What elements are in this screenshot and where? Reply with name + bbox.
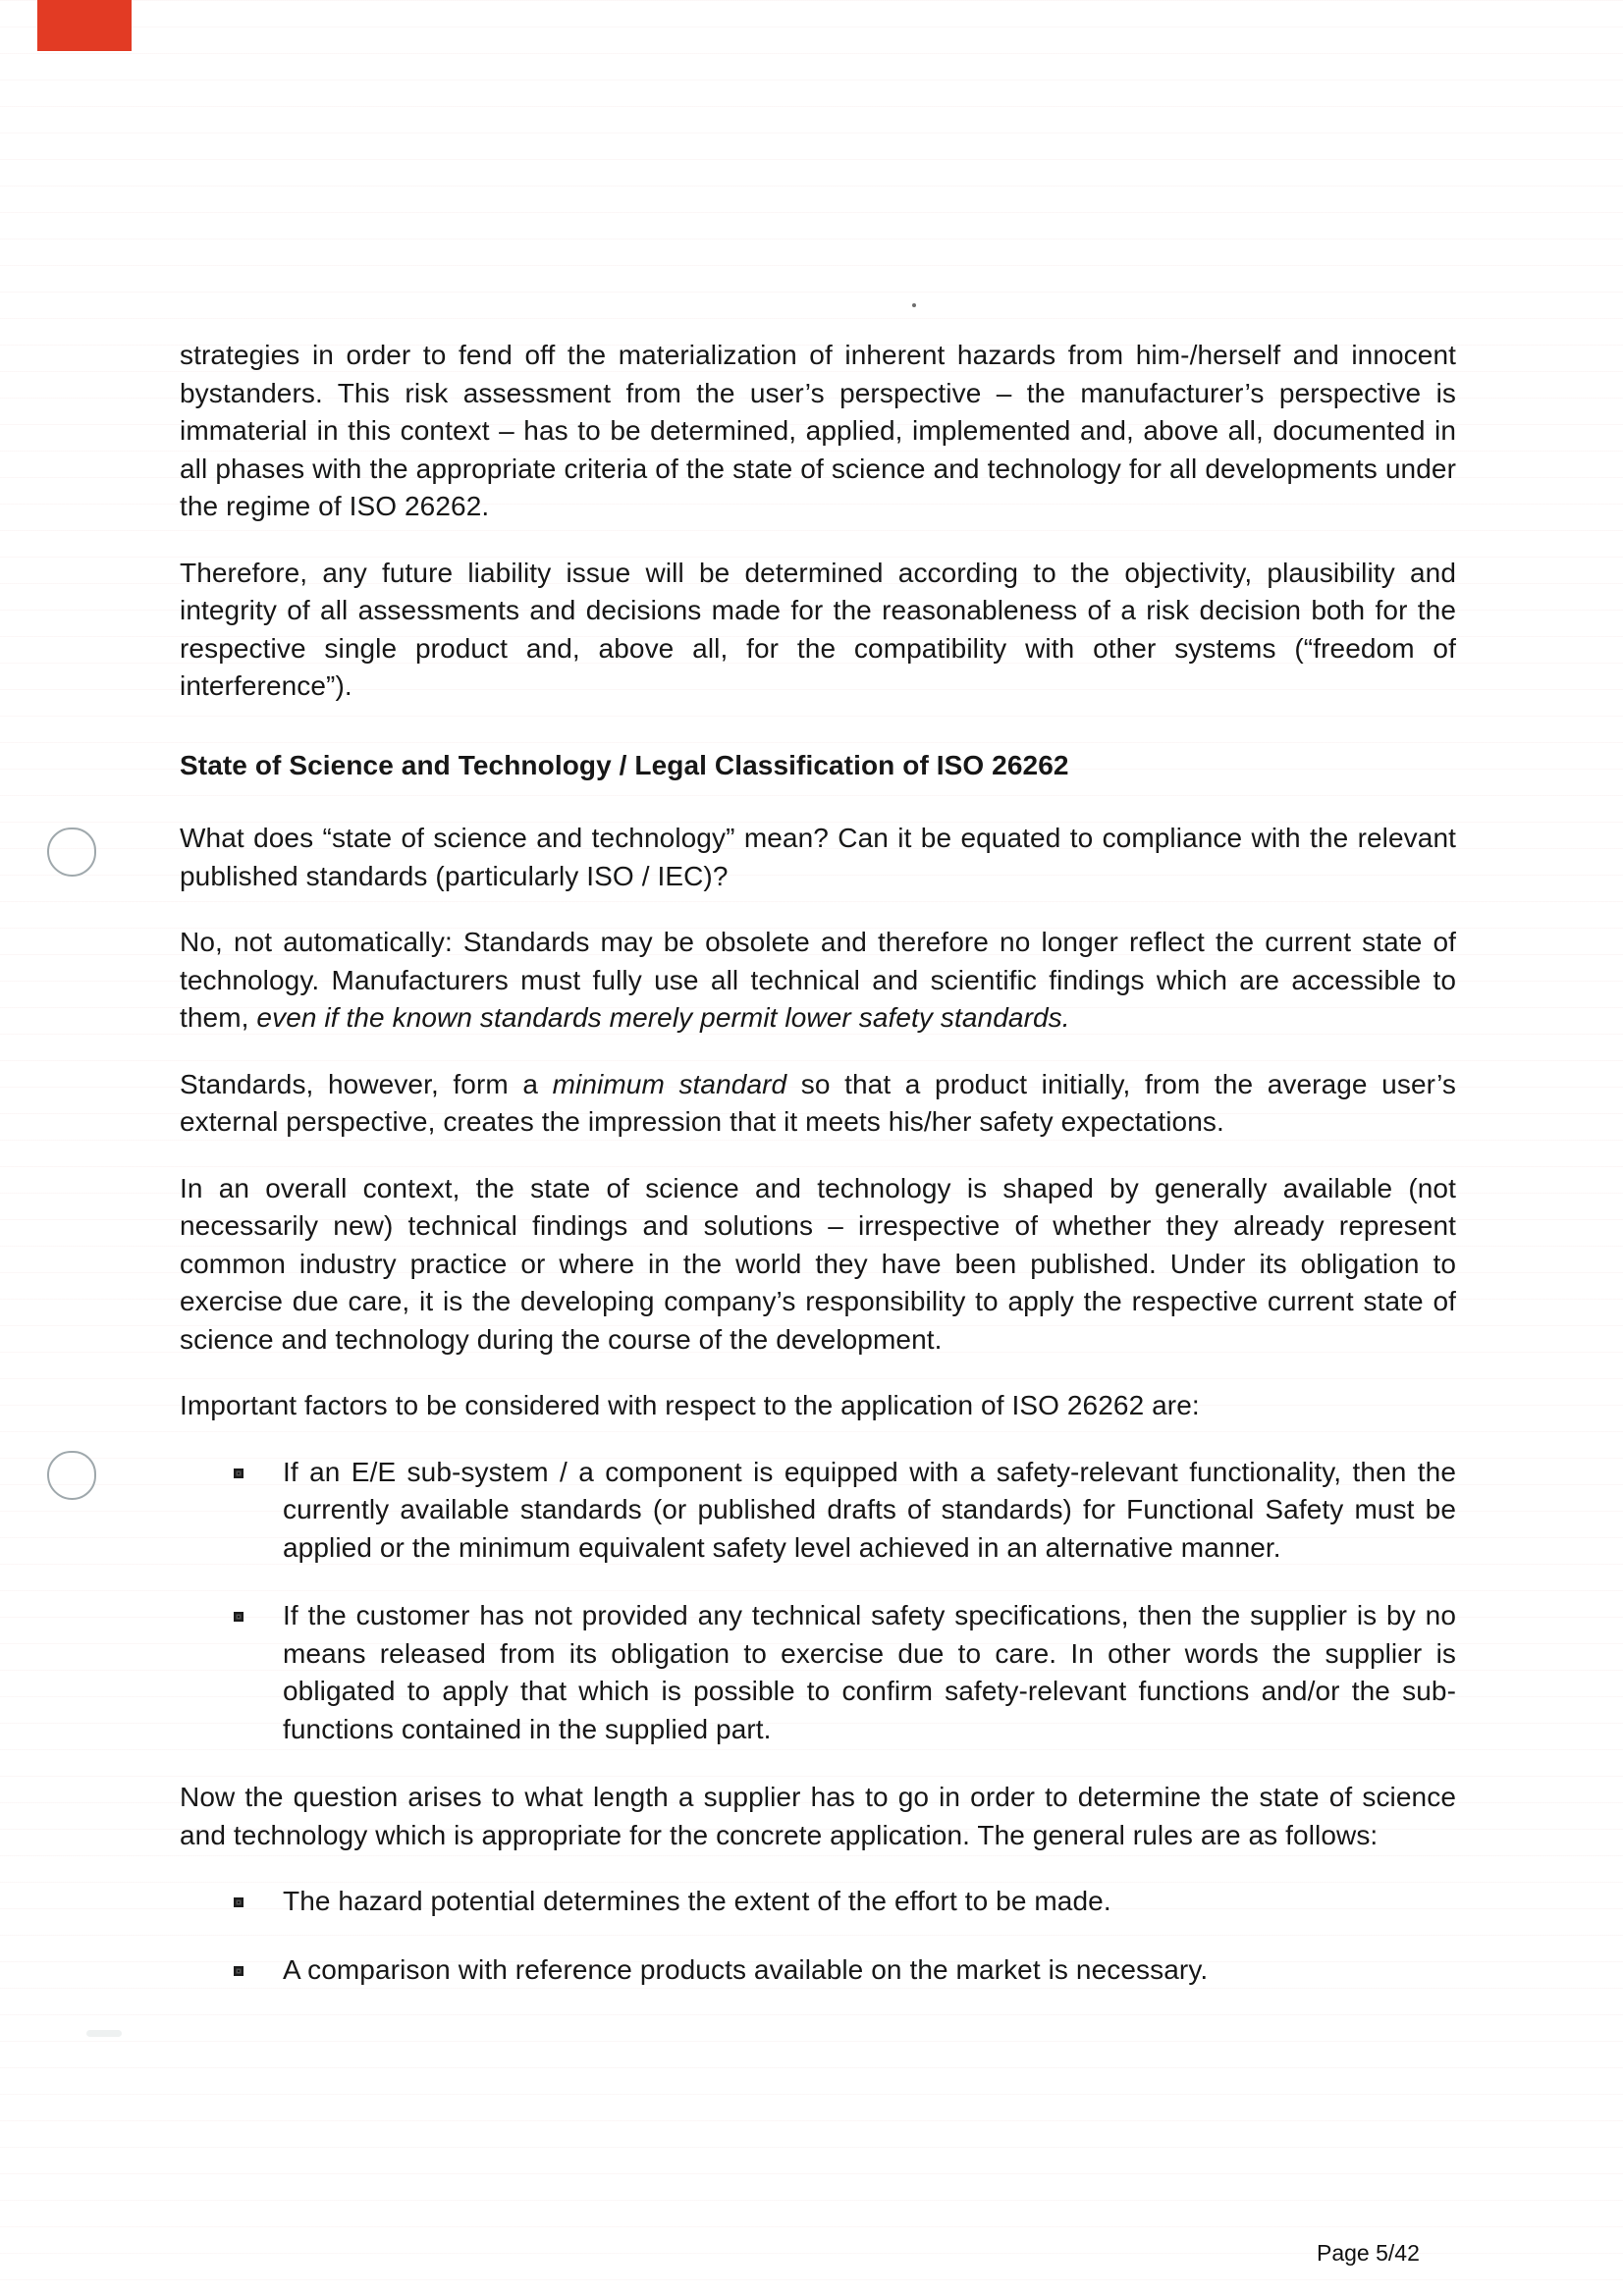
- text-run: The hazard potential determines the extent of the effort to be made.: [283, 1886, 1111, 1916]
- text-run: A comparison with reference products available on the market is necessary.: [283, 1953, 1209, 1985]
- text-run: strategies in order to fend off the materialization of inherent hazards from him-/herself and innocent bystanders. This risk assessment from the user’s perspective – the manufacturer’s perspective is immaterial in this context – has to be determined, applied, implemented and, above all, documented in all phases with the appropriate criteria of the state of science and technology for all developments under the regime of ISO 26262.: [180, 340, 1456, 521]
- body-paragraph: [180, 820, 1456, 895]
- body-paragraph: [180, 337, 1456, 526]
- text-run: No, not automatically: Standards may be obsolete and therefore no longer reflect the current state of technology. Manufacturers must fully use all technical and scientific findings which are accessible to them,: [180, 927, 1456, 1033]
- text-run: so that a product initially, from the average user’s external perspective, creates the impression that it meets his/her safety expectations.: [180, 1068, 1456, 1137]
- body-paragraph: [180, 555, 1456, 706]
- text-run: If an E/E sub-system / a component is equipped with a safety-relevant functionality, then the currently available standards (or published drafts of standards) for Functional Safety must be applied or the minimum equivalent safety level achieved in an alternative manner.: [283, 1456, 1456, 1563]
- red-corner-mark: [37, 0, 132, 51]
- bullet-text: [283, 1883, 1456, 1921]
- body-paragraph: [180, 924, 1456, 1038]
- bullet-text: [283, 1951, 1456, 1990]
- hole-punch-top-icon: [47, 828, 96, 877]
- bullet-item: [180, 1597, 1456, 1748]
- section-heading: [180, 747, 1456, 785]
- bullet-item: [180, 1951, 1456, 1990]
- scan-smudge: [86, 2030, 122, 2037]
- page-number: Page 5/42: [1317, 2240, 1420, 2266]
- body-paragraph: [180, 1779, 1456, 1854]
- bullet-text: [283, 1454, 1456, 1568]
- body-paragraph: [180, 1387, 1456, 1425]
- text-run: Therefore, any future liability issue will be determined according to the objectivity, plausibility and integrity of all assessments and decisions made for the reasonableness of a risk decision both for the respective single product and, above all, for the compatibility with other systems (“freedom of interference”).: [180, 557, 1456, 701]
- bullet-text: [283, 1597, 1456, 1748]
- body-paragraph: [180, 1066, 1456, 1142]
- text-run: Standards, however, form a: [180, 1068, 553, 1099]
- text-run: Now the question arises to what length a supplier has to go in order to determine the state of science and technology which is appropriate for the concrete application. The general rules are as follows:: [180, 1782, 1456, 1850]
- text-run: What does “state of science and technology” mean? Can it be equated to compliance with the relevant published standards (particularly ISO / IEC)?: [180, 823, 1456, 891]
- hole-punch-bottom-icon: [47, 1451, 96, 1500]
- document-body: [180, 337, 1456, 2019]
- bullet-square-icon: [234, 1612, 243, 1622]
- bullet-square-icon: [234, 1897, 243, 1907]
- italic-text-run: even if the known standards merely permit lower safety standards.: [256, 1002, 1070, 1033]
- text-run: Important factors to be considered with respect to the application of ISO 26262 are:: [180, 1390, 1200, 1420]
- text-run: State of Science and Technology / Legal Classification of ISO 26262: [180, 749, 1069, 780]
- text-run: In an overall context, the state of science and technology is shaped by generally available (not necessarily new) technical findings and solutions – irrespective of whether they already represent common industry practice or where in the world they have been published. Under its obligation to exercise due care, it is the developing company’s responsibility to apply the respective current state of science and technology during the course of the development.: [180, 1172, 1456, 1355]
- bullet-item: [180, 1454, 1456, 1568]
- scan-speck: [912, 303, 916, 307]
- italic-text-run: minimum standard: [552, 1068, 787, 1099]
- bullet-item: [180, 1883, 1456, 1921]
- body-paragraph: [180, 1170, 1456, 1360]
- text-run: If the customer has not provided any technical safety specifications, then the supplier is by no means released from its obligation to exercise due to care. In other words the supplier is obligated to apply that which is possible to confirm safety-relevant functions and/or the sub-functions contained in the supplied part.: [283, 1600, 1456, 1744]
- bullet-square-icon: [234, 1468, 243, 1478]
- bullet-square-icon: [234, 1966, 243, 1976]
